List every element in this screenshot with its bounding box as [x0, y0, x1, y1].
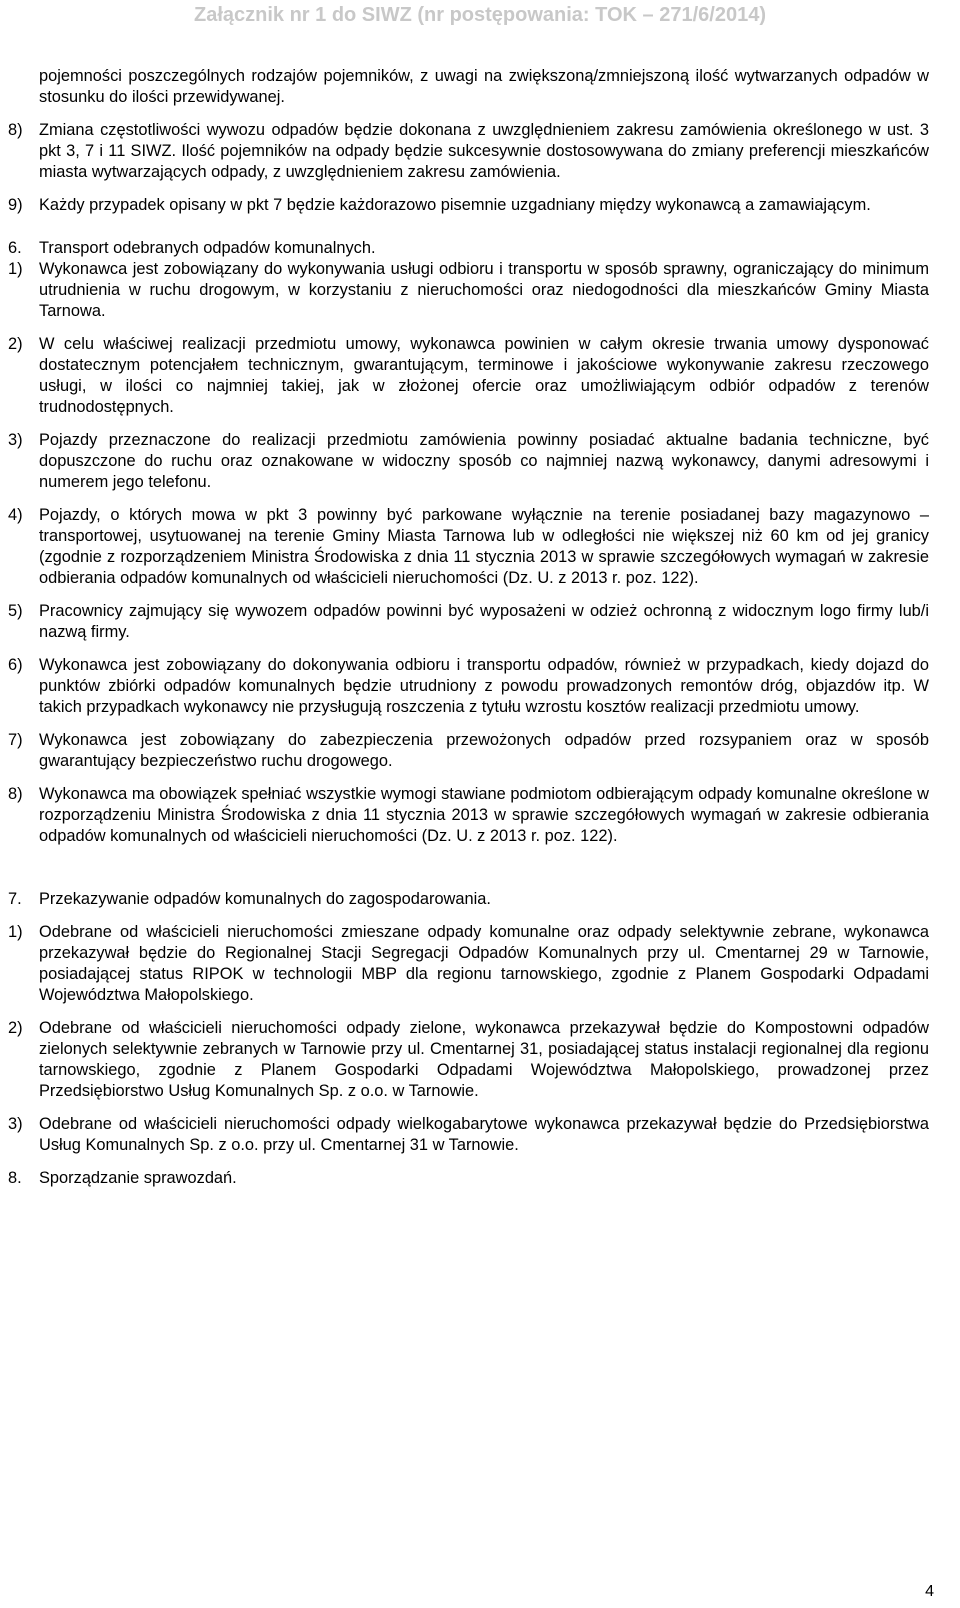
section-heading-8	[8, 1168, 929, 1189]
list-item	[8, 259, 929, 322]
intro-continuation: pojemności poszczególnych rodzajów pojemników, z uwagi na zwiększoną/zmniejszoną ilość wytwarzanych odpadów w stosunku do ilości przewidywanej.	[39, 67, 929, 106]
list-item-number: 6)	[8, 656, 23, 674]
list-item	[8, 430, 929, 493]
list-item	[8, 922, 929, 1006]
list-item-text: Odebrane od właścicieli nieruchomości odpady wielkogabarytowe wykonawca przekazywał będzie do Przedsiębiorstwa Usług Komunalnych Sp. z o.o. przy ul. Cmentarnej 31 w Tarnowie.	[39, 1115, 929, 1154]
list-item-text: Pojazdy przeznaczone do realizacji przedmiotu zamówienia powinny posiadać aktualne badania techniczne, być dopuszczone do ruchu oraz oznakowane w widoczny sposób co najmniej nazwą wykonawcy, danymi adresowymi i numerem jego telefonu.	[39, 431, 929, 491]
list-item-text: Wykonawca jest zobowiązany do dokonywania odbioru i transportu odpadów, również w przypadkach, kiedy dojazd do punktów zbiórki odpadów komunalnych będzie utrudniony z powodu prowadzonych remontów dróg, objazdów itp. W takich przypadkach wykonawcy nie przysługują roszczenia z tytułu wzrostu kosztów realizacji przedmiotu umowy.	[39, 656, 929, 716]
list-item-number: 2)	[8, 1019, 23, 1037]
list-item-number: 7)	[8, 731, 23, 749]
list-item-text: Pracownicy zajmujący się wywozem odpadów powinni być wyposażeni w odzież ochronną z widocznym logo firmy lub/i nazwą firmy.	[39, 602, 929, 641]
section-number: 6.	[8, 239, 22, 257]
list-item	[8, 655, 929, 718]
section-heading-7	[8, 889, 929, 910]
section-number: 7.	[8, 890, 22, 908]
list-item	[8, 784, 929, 847]
list-item-number: 3)	[8, 431, 23, 449]
list-item-text: W celu właściwej realizacji przedmiotu umowy, wykonawca powinien w całym okresie trwania umowy dysponować dostatecznym potencjałem technicznym, gwarantującym, terminowe i jakościowe wykonywanie zakresu rzeczowego usługi, w ilości co najmniej takiej, jak w złożonej ofercie oraz umożliwiającym odbiór odpadów z terenów trudnodostępnych.	[39, 335, 929, 416]
list-item-number: 8)	[8, 785, 23, 803]
list-item-text: Odebrane od właścicieli nieruchomości odpady zielone, wykonawca przekazywał będzie do Kompostowni odpadów zielonych selektywnie zebranych w Tarnowie przy ul. Cmentarnej 31, posiadającej status instalacji regionalnej dla regionu tarnowskiego, zgodnie z Planem Gospodarki Odpadami Województwa Małopolskiego, prowadzonej przez Przedsiębiorstwo Usług Komunalnych Sp. z o.o. w Tarnowie.	[39, 1019, 929, 1100]
list-item-text: Każdy przypadek opisany w pkt 7 będzie każdorazowo pisemnie uzgadniany między wykonawcą a zamawiającym.	[39, 196, 871, 214]
list-item-text: Odebrane od właścicieli nieruchomości zmieszane odpady komunalne oraz odpady selektywnie zebrane, wykonawca przekazywał będzie do Regionalnej Stacji Segregacji Odpadów Komunalnych przy ul. Cmentarnej 29 w Tarnowie, posiadającej status RIPOK w technologii MBP dla regionu tarnowskiego, zgodnie z Planem Gospodarki Odpadami Województwa Małopolskiego.	[39, 923, 929, 1004]
section-number: 8.	[8, 1169, 22, 1187]
document-header: Załącznik nr 1 do SIWZ (nr postępowania: TOK – 271/6/2014)	[193, 4, 766, 26]
list-item-text: Wykonawca jest zobowiązany do wykonywania usługi odbioru i transportu w sposób sprawny, ograniczający do minimum utrudnienia w ruchu drogowym, w korzystaniu z nieruchomości oraz niedogodności dla mieszkańców Gminy Miasta Tarnowa.	[39, 260, 929, 320]
list-item-number: 1)	[8, 923, 23, 941]
list-item	[8, 505, 929, 589]
section-heading-6	[8, 238, 929, 259]
list-item-number: 9)	[8, 196, 23, 214]
spacer	[8, 228, 929, 238]
list-item	[8, 334, 929, 418]
section-title: Transport odebranych odpadów komunalnych.	[39, 239, 376, 257]
document-body	[8, 66, 929, 1201]
section-title: Sporządzanie sprawozdań.	[39, 1169, 237, 1187]
list-item-number: 2)	[8, 335, 23, 353]
list-item-number: 4)	[8, 506, 23, 524]
list-item-text: Zmiana częstotliwości wywozu odpadów będzie dokonana z uwzględnieniem zakresu zamówienia określonego w ust. 3 pkt 3, 7 i 11 SIWZ. Ilość pojemników na odpady będzie sukcesywnie dostosowywana do zmiany preferencji mieszkańców miasta wytwarzających odpady, z uwzględnieniem zakresu zamówienia.	[39, 121, 929, 181]
list-item-text: Wykonawca jest zobowiązany do zabezpieczenia przewożonych odpadów przed rozsypaniem oraz w sposób gwarantujący bezpieczeństwo ruchu drogowego.	[39, 731, 929, 770]
list-item-text: Pojazdy, o których mowa w pkt 3 powinny być parkowane wyłącznie na terenie posiadanej bazy magazynowo – transportowej, usytuowanej na terenie Gminy Miasta Tarnowa lub w odległości nie większej niż 60 km od jej granicy (zgodnie z rozporządzeniem Ministra Środowiska z dnia 11 stycznia 2013 w sprawie szczegółowych wymagań w zakresie odbierania odpadów komunalnych od właścicieli nieruchomości (Dz. U. z 2013 r. poz. 122).	[39, 506, 929, 587]
section-title: Przekazywanie odpadów komunalnych do zagospodarowania.	[39, 890, 491, 908]
list-item-number: 5)	[8, 602, 23, 620]
page-number: 4	[925, 1583, 934, 1600]
list-item	[8, 1114, 929, 1156]
list-item-number: 3)	[8, 1115, 23, 1133]
list-item	[8, 1018, 929, 1102]
list-item	[8, 601, 929, 643]
list-item	[8, 195, 929, 216]
list-item	[8, 120, 929, 183]
list-item	[8, 730, 929, 772]
list-item-number: 8)	[8, 121, 23, 139]
list-item-number: 1)	[8, 260, 23, 278]
spacer	[8, 859, 929, 889]
list-item-text: Wykonawca ma obowiązek spełniać wszystkie wymogi stawiane podmiotom odbierającym odpady komunalne określone w rozporządzeniu Ministra Środowiska z dnia 11 stycznia 2013 w sprawie szczegółowych wymagań w zakresie odbierania odpadów komunalnych od właścicieli nieruchomości (Dz. U. z 2013 r. poz. 122).	[39, 785, 929, 845]
